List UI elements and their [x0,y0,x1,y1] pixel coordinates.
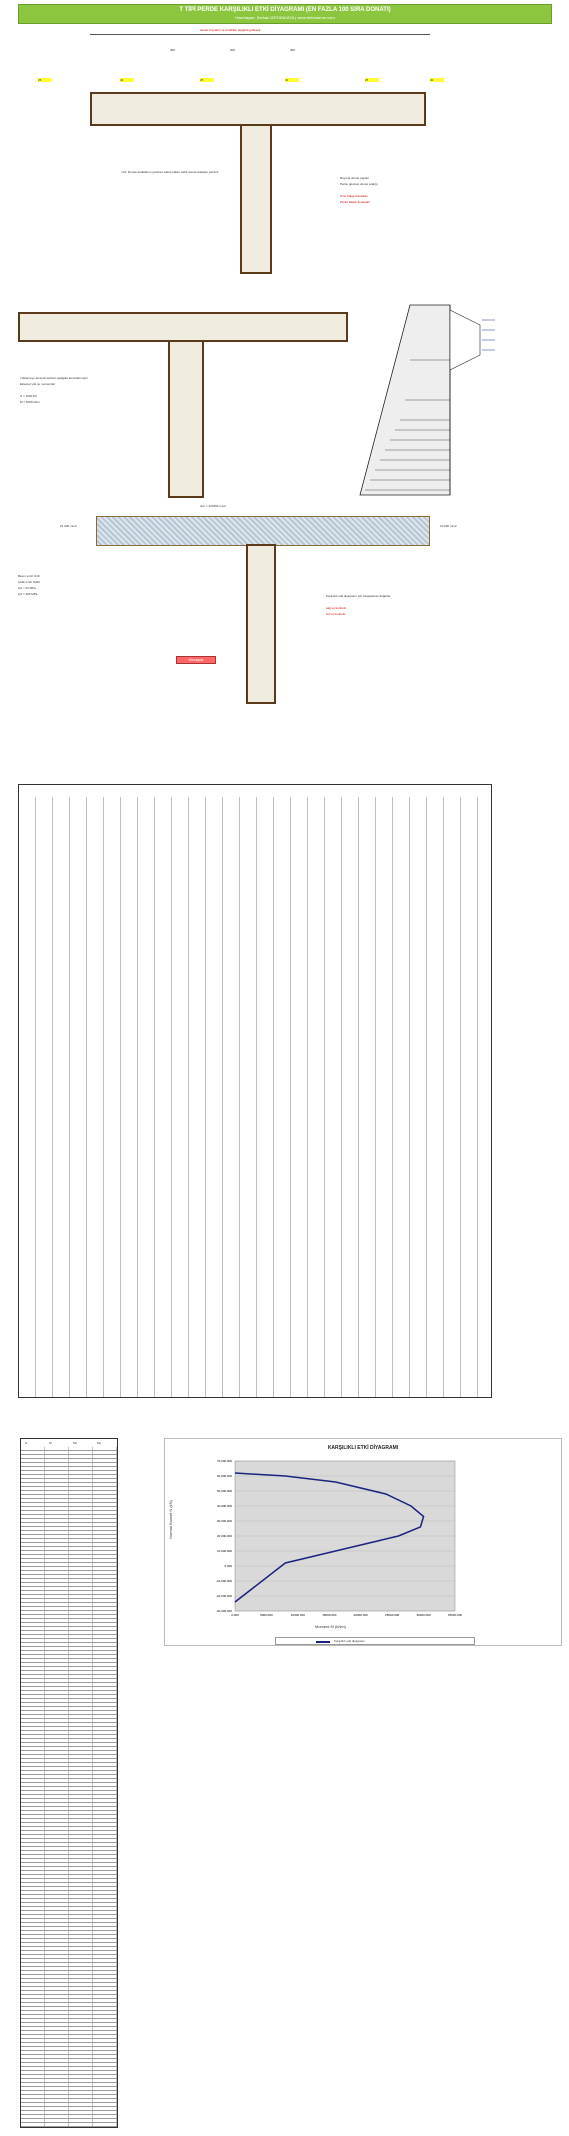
chart-xlabel: Moment M (kNm) [315,1624,346,1629]
input-6[interactable]: 40 [430,78,444,82]
input-4[interactable]: 40 [285,78,299,82]
asc-label: Asc = 123456 mm2 [200,504,226,508]
load-note-1: Yüklemeye ait kesit tesirleri aşağıda tanımlanmıştır [20,376,88,380]
results-table [18,784,492,1398]
small-table-header-n: N [25,1441,28,1445]
x-tick-label: 35000.000 [447,1613,463,1617]
y-tick-label: -10,000.000 [215,1579,232,1583]
page-header [18,4,552,24]
x-tick-label: 30000.000 [416,1613,431,1617]
y-tick-label: 60,000.000 [216,1474,232,1478]
chart-title: KARŞILIKLI ETKİ DİYAGRAMI [327,1445,399,1451]
top-note: donatı boyutları ve aralıkları aşağıda girilecek [200,28,261,32]
legend-label: Karşılıklı etki diyagramı [334,1639,366,1643]
interaction-chart [164,1438,562,1646]
small-table-rows [21,1447,117,2127]
small-table-header-mx: Mx [73,1441,77,1445]
x-tick-label: 10000.000 [290,1613,305,1617]
load-diagram [350,300,540,500]
result-note-3: sol uç kontrolü [326,612,346,616]
material-note-4: fyd = 365 MPa [18,592,38,596]
x-tick-label: 20000.000 [353,1613,368,1617]
calculate-button[interactable]: Hesapla [176,656,216,664]
y-tick-label: -20,000.000 [215,1594,232,1598]
small-table-header-m: M [49,1441,52,1445]
right-note-2: Perde gövdesi donatı aralığı [340,182,378,186]
input-2[interactable]: 40 [120,78,134,82]
dim-label-1: 300 [170,48,176,52]
t-wall-2-flange [18,312,348,342]
x-tick-label: 15000.000 [322,1613,337,1617]
input-1[interactable]: 25 [38,78,52,82]
result-note-1: Karşılıklı etki diyagramı için hesaplanan değerler [326,594,391,598]
y-tick-label: 30,000.000 [216,1519,232,1523]
dim-label-2: 300 [230,48,236,52]
result-note-2: sağ uç kontrolü [326,606,347,610]
x-tick-label: 5000.000 [260,1613,273,1617]
section-web [246,544,276,704]
material-note-2: Çelik sınıfı S420 [18,580,40,584]
t-wall-flange [90,92,426,126]
y-tick-label: -30,000.000 [215,1609,232,1613]
material-note-1: Beton sınıfı C30 [18,574,40,578]
center-note: Not: Donatı aralıklarını girerken kabul edilen sabit donatı aralığını yazınız [121,170,219,174]
y-tick-label: 0.000 [224,1564,232,1568]
hatched-beam [96,516,430,546]
beam-label: 21.000 mm2 [60,524,77,528]
chart-svg [165,1439,563,1647]
y-tick-label: 70,000.000 [216,1459,232,1463]
chart-legend [275,1637,475,1645]
y-tick-label: 50,000.000 [216,1489,232,1493]
chart-ylabel: Normal Kuvvet N (kN) [168,1500,173,1539]
page-subtitle: Hazırlayan: Serkan ÜSTÜNKAYA | www.betonarme.com [235,15,335,20]
load-note-4: M = 5000 kNm [20,400,40,404]
right-note-3: Sınır bölge donatıları [340,194,368,198]
load-note-3: N = 1000 kN [20,394,37,398]
dimension-line [90,34,430,90]
material-note-3: fcd = 20 MPa [18,586,36,590]
small-table [20,1438,118,2128]
right-note-4: Perde başlık donatıları [340,200,371,204]
y-tick-label: 20,000.000 [216,1534,232,1538]
input-3[interactable]: 25 [200,78,214,82]
small-table-header-my: My [97,1441,101,1445]
input-5[interactable]: 25 [365,78,379,82]
dim-label-3: 300 [290,48,296,52]
y-tick-label: 10,000.000 [216,1549,232,1553]
t-wall-2-web [168,340,204,498]
y-tick-label: 40,000.000 [216,1504,232,1508]
x-tick-label: 25000.000 [385,1613,400,1617]
page-title: T TİPİ PERDE KARŞILIKLI ETKİ DİYAGRAMI (EN FAZLA 100 SIRA DONATI) [179,7,391,13]
beam-right-label: 10.000 mm2 [440,524,457,528]
x-tick-label: 0.000 [231,1613,239,1617]
results-table-rows [19,797,491,1397]
t-wall-web [240,124,272,274]
right-note-1: Boyuna donatı çapları [340,176,370,180]
load-note-2: Eksenel yük ve momentler [20,382,56,386]
legend-swatch [316,1641,330,1643]
